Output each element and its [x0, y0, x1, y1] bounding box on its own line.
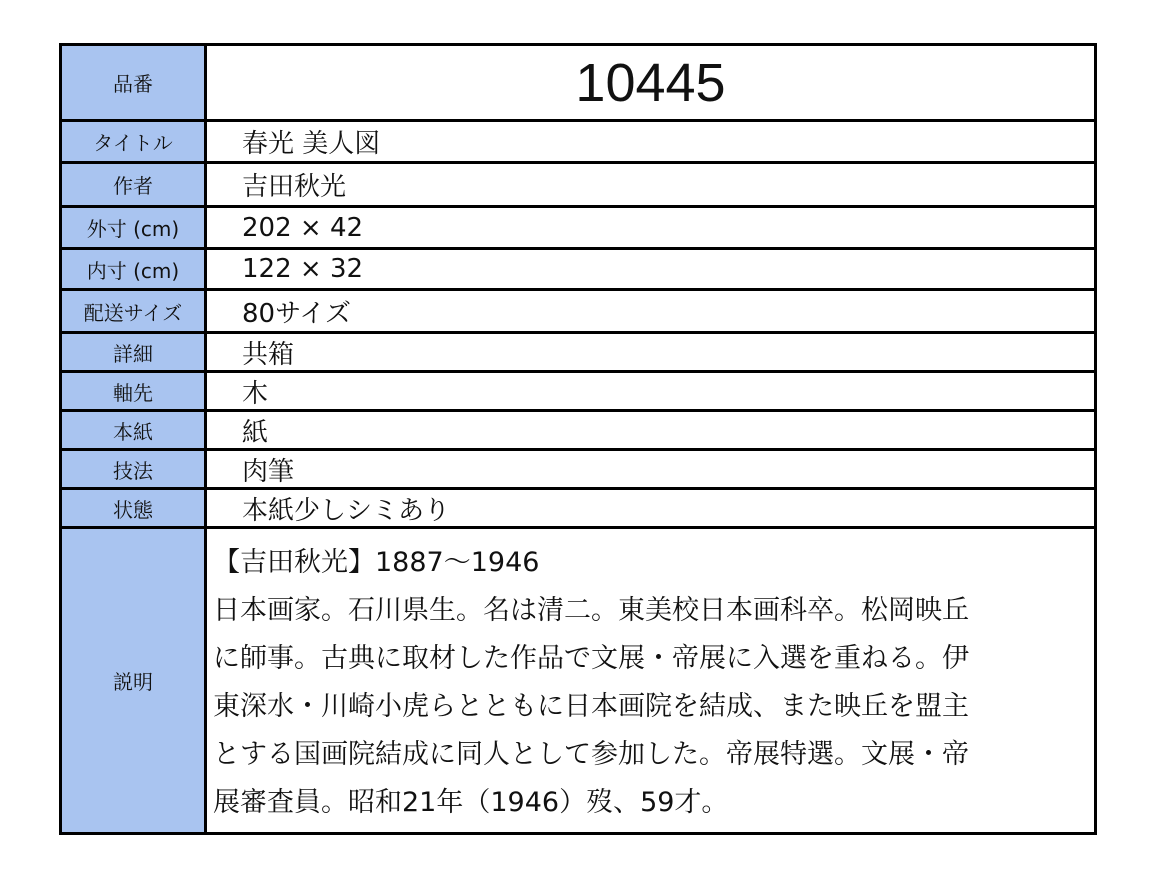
description-line: に師事。古典に取材した作品で文展・帝展に入選を重ねる。伊 [213, 643, 969, 674]
paper-value: 紙 [207, 412, 1094, 451]
artist-value: 吉田秋光 [207, 164, 1094, 208]
title-label: タイトル [62, 122, 207, 164]
condition-value: 本紙少しシミあり [207, 490, 1094, 529]
technique-label: 技法 [62, 451, 207, 490]
item-number-value: 10445 [207, 46, 1094, 122]
product-info-table [59, 43, 1097, 835]
inner-size-value: 122 × 32 [207, 250, 1094, 291]
description-line: 展審査員。昭和21年（1946）歿、59才。 [213, 787, 729, 818]
details-value: 共箱 [207, 334, 1094, 373]
description-label: 説明 [62, 529, 207, 832]
paper-label: 本紙 [62, 412, 207, 451]
technique-value: 肉筆 [207, 451, 1094, 490]
roller-end-label: 軸先 [62, 373, 207, 412]
description-line: 東深水・川崎小虎らとともに日本画院を結成、また映丘を盟主 [213, 691, 969, 722]
description-line: とする国画院結成に同人として参加した。帝展特選。文展・帝 [213, 739, 969, 770]
description-text [207, 529, 1094, 832]
title-value: 春光 美人図 [207, 122, 1094, 164]
roller-end-value: 木 [207, 373, 1094, 412]
condition-label: 状態 [62, 490, 207, 529]
outer-size-value: 202 × 42 [207, 208, 1094, 250]
artist-label: 作者 [62, 164, 207, 208]
shipping-size-label: 配送サイズ [62, 291, 207, 334]
inner-size-label: 内寸 (cm) [62, 250, 207, 291]
description-line: 【吉田秋光】1887〜1946 [213, 547, 540, 578]
shipping-size-value: 80サイズ [207, 291, 1094, 334]
details-label: 詳細 [62, 334, 207, 373]
description-line: 日本画家。石川県生。名は清二。東美校日本画科卒。松岡映丘 [213, 595, 969, 626]
item-number-label: 品番 [62, 46, 207, 122]
outer-size-label: 外寸 (cm) [62, 208, 207, 250]
